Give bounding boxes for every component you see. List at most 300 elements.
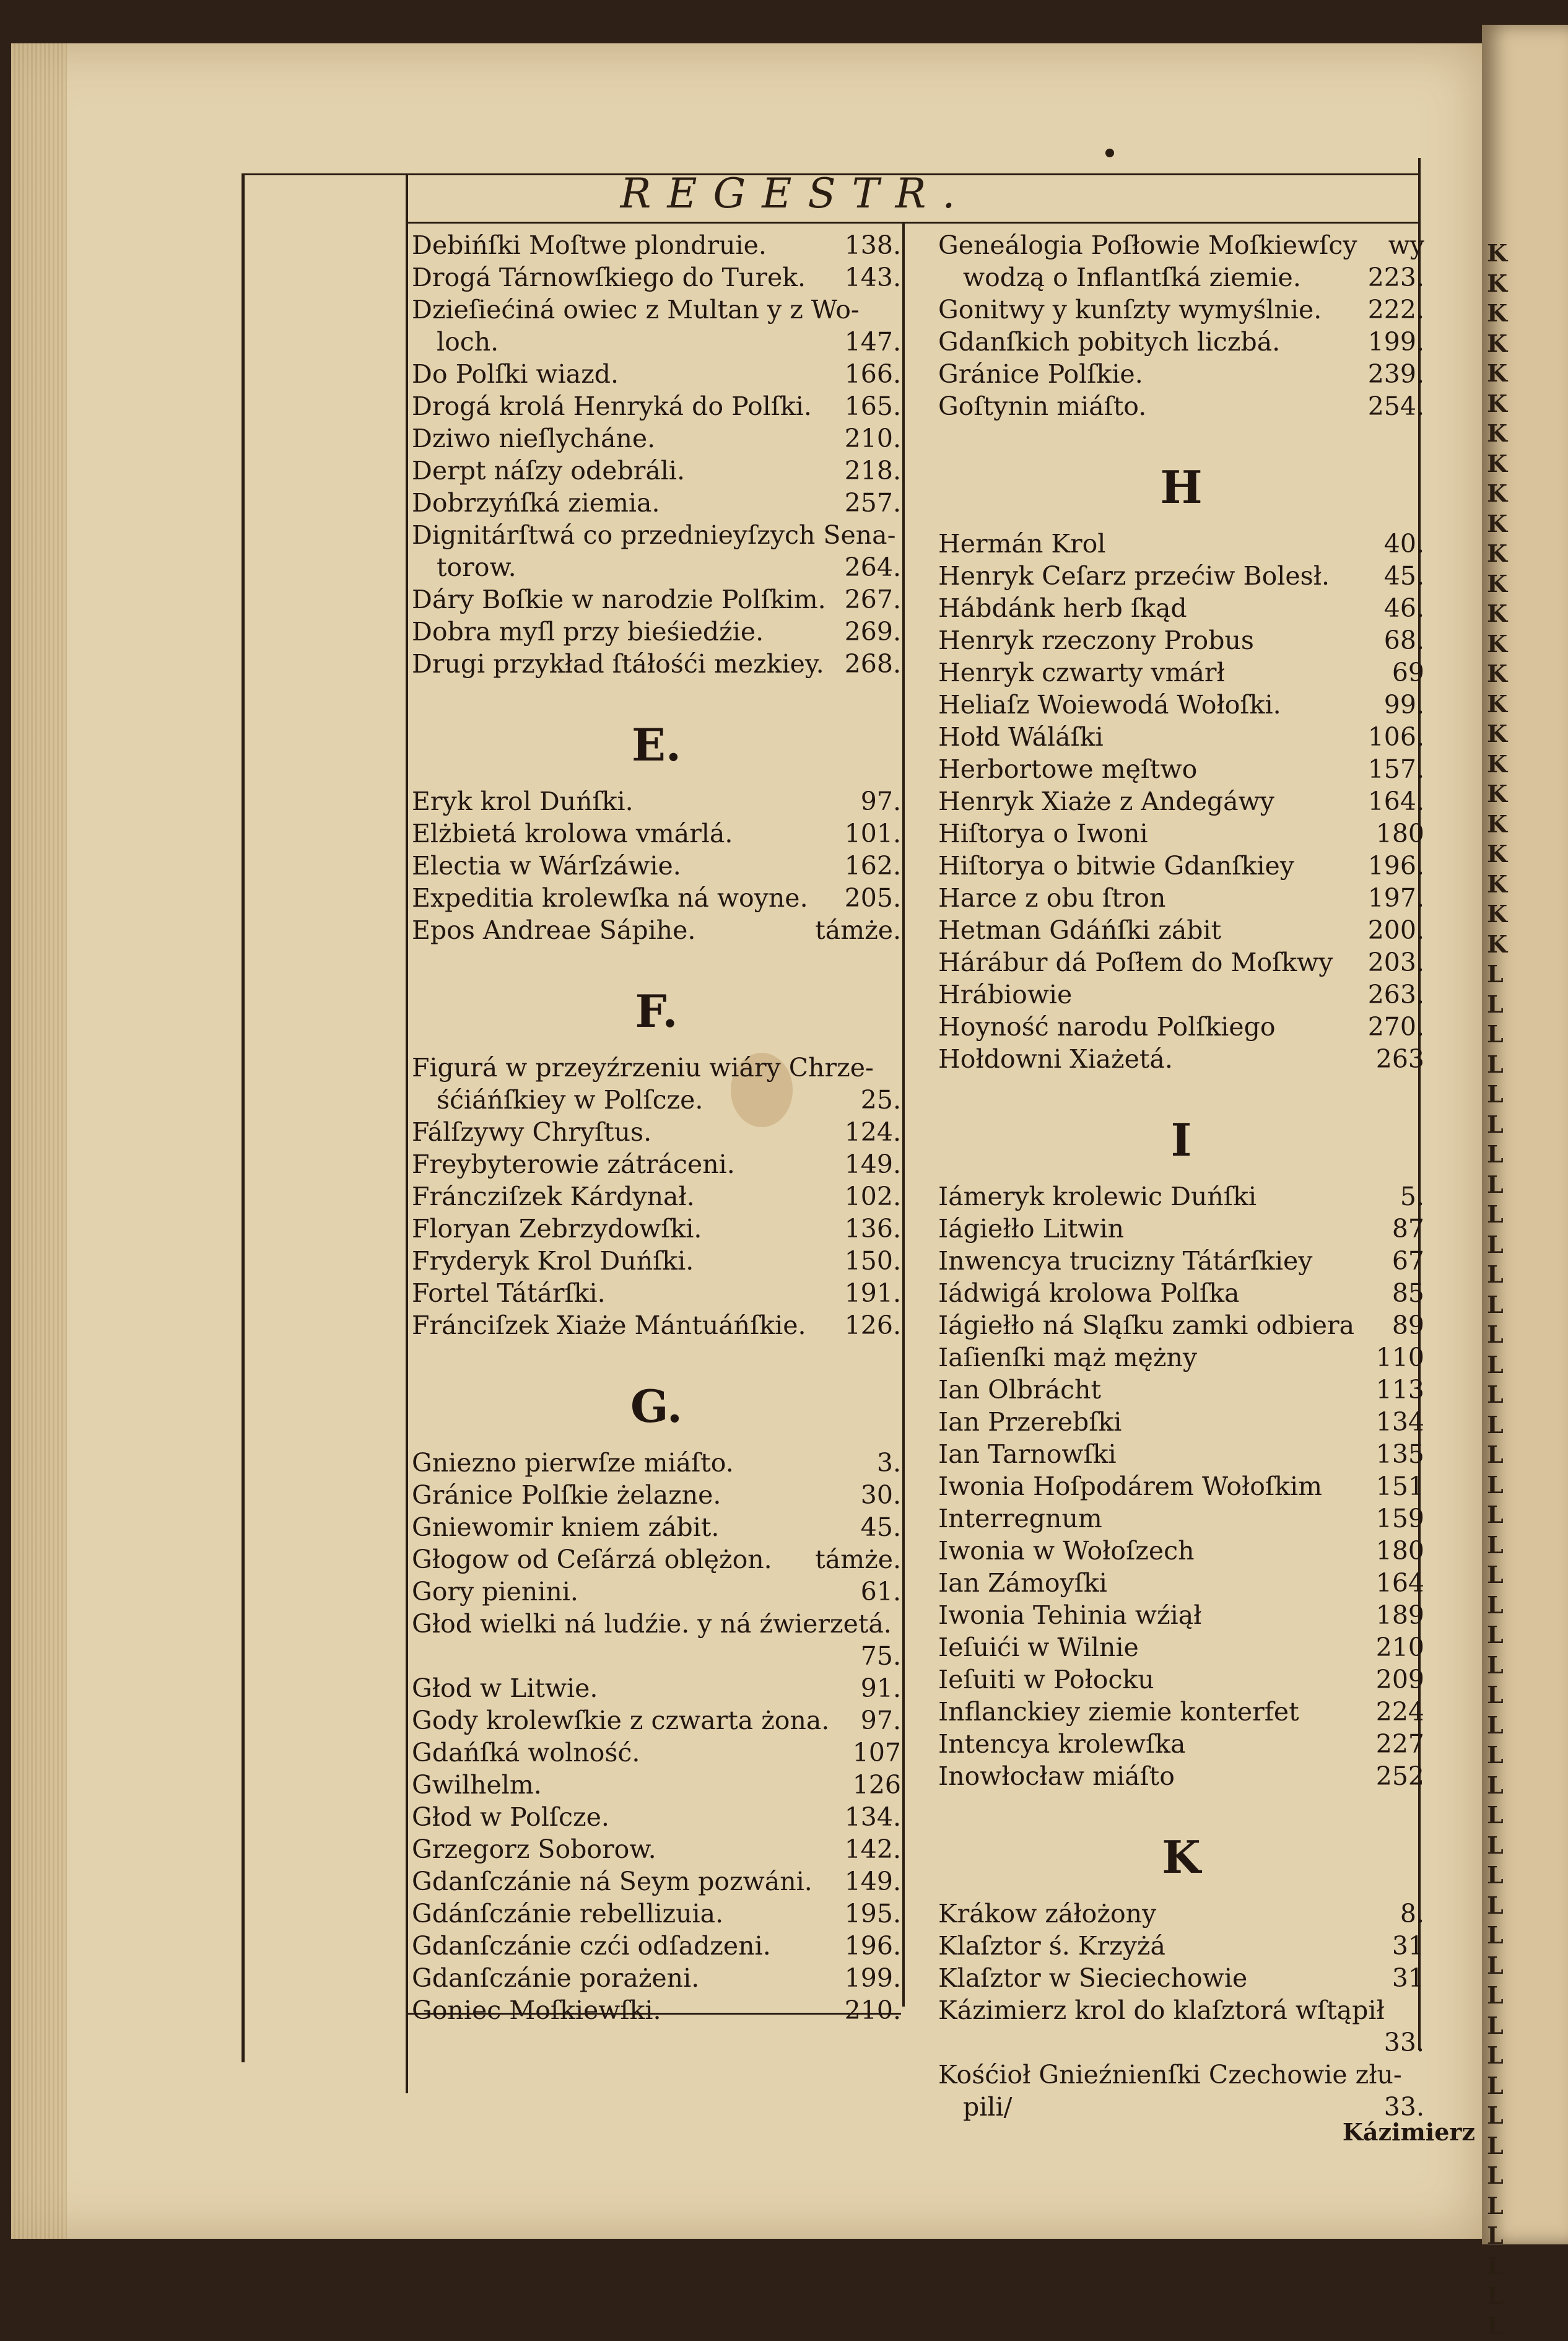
entry-title: Gwilhelm. (412, 1769, 542, 1801)
header-bottom-rule (406, 222, 1418, 224)
margin-letter: L (1482, 1079, 1568, 1110)
entry-page-number: 164. (1368, 785, 1424, 817)
entry-title: Gniewomir kniem zábit. (412, 1511, 719, 1543)
margin-letter: K (1482, 809, 1568, 840)
index-entry (412, 1576, 901, 1608)
index-entry (938, 390, 1424, 422)
margin-letter: L (1482, 1140, 1568, 1170)
entry-title: Drogá krolá Henryká do Polſki. (412, 390, 812, 422)
margin-letter: L (1482, 1230, 1568, 1260)
margin-letter: L (1482, 1320, 1568, 1350)
entry-page-number: 134. (845, 1801, 901, 1833)
next-page-margin-letters (1482, 25, 1568, 2341)
entry-title: Derpt náſzy odebráli. (412, 455, 685, 487)
index-entry (412, 785, 901, 817)
entry-title: Fráncziſzek Kárdynał. (412, 1180, 695, 1213)
entry-title: Harce z obu ſtron (938, 882, 1165, 914)
margin-letter: K (1482, 269, 1568, 299)
index-entry (938, 294, 1424, 326)
entry-title: Hiſtorya o Iwoni (938, 817, 1148, 850)
section-letter-heading: F. (412, 971, 901, 1052)
index-entry (938, 1341, 1424, 1374)
index-entry (938, 689, 1424, 721)
entry-title: Do Polſki wiazd. (412, 358, 619, 390)
margin-letter: K (1482, 509, 1568, 539)
index-entry (412, 1833, 901, 1865)
entry-title: Fryderyk Krol Duńſki. (412, 1245, 694, 1277)
entry-title: Gránice Polſkie żelazne. (412, 1479, 721, 1511)
index-entry (412, 1309, 901, 1341)
entry-title: Dobrzyńſká ziemia. (412, 487, 660, 519)
entry-page-number: 203. (1368, 946, 1424, 979)
entry-page-number: 257. (845, 487, 901, 519)
entry-title: Głod w Polſcze. (412, 1801, 609, 1833)
entry-title: Gory pienini. (412, 1576, 578, 1608)
entry-title: torow. (437, 551, 516, 583)
entry-title: Fálſzywy Chryſtus. (412, 1116, 651, 1148)
entry-page-number: 8. (1400, 1898, 1424, 1930)
entry-title: Klaſztor ś. Krzyżá (938, 1930, 1165, 1962)
entry-title: Inflanckiey ziemie konterfet (938, 1696, 1299, 1728)
index-entry (412, 1704, 901, 1737)
entry-page-number: 166. (845, 358, 901, 390)
margin-letter: L (1482, 2071, 1568, 2101)
entry-title: Floryan Zebrzydowſki. (412, 1213, 702, 1245)
margin-letter: L (1482, 1350, 1568, 1380)
margin-letter: K (1482, 870, 1568, 900)
margin-letter: K (1482, 238, 1568, 269)
entry-page-number: 106. (1368, 721, 1424, 753)
index-entry (938, 1406, 1424, 1438)
entry-page-number: 147. (845, 326, 901, 358)
margin-letter: L (1482, 1019, 1568, 1050)
margin-letter: K (1482, 569, 1568, 599)
index-entry (412, 1737, 901, 1769)
index-entry (938, 946, 1424, 979)
entry-page-number: 91. (861, 1672, 901, 1704)
margin-letter: L (1482, 1680, 1568, 1711)
entry-title: Hoyność narodu Polſkiego (938, 1011, 1276, 1043)
entry-title: Hermán Krol (938, 528, 1105, 560)
index-right-column (938, 229, 1424, 2123)
entry-page-number: 151 (1376, 1470, 1424, 1502)
column-divider-rule (902, 223, 905, 2007)
entry-title: Figurá w przeyźrzeniu wiáry Chrze- (412, 1052, 874, 1084)
index-entry (938, 528, 1424, 560)
entry-page-number: 135 (1376, 1438, 1424, 1470)
index-entry (412, 1511, 901, 1543)
index-entry (938, 817, 1424, 850)
index-entry (938, 882, 1424, 914)
entry-title: Inwencya trucizny Tátárſkiey (938, 1245, 1312, 1277)
margin-letter: L (1482, 990, 1568, 1020)
entry-page-number: 227 (1376, 1728, 1424, 1760)
entry-page-number: 267. (845, 583, 901, 616)
entry-page-number: 252 (1376, 1760, 1424, 1792)
entry-title: Iwonia Hoſpodárem Wołoſkim (938, 1470, 1322, 1502)
margin-letter: K (1482, 629, 1568, 660)
margin-letter: L (1482, 1200, 1568, 1230)
entry-page-number: 218. (845, 455, 901, 487)
entry-title: Dzieſiećiná owiec z Multan y z Wo- (412, 294, 860, 326)
entry-page-number: 164 (1376, 1567, 1424, 1599)
entry-page-number: 33. (1384, 2091, 1424, 2123)
section-letter-heading: K (938, 1817, 1424, 1898)
entry-title: Freybyterowie zátráceni. (412, 1148, 735, 1180)
index-entry (412, 1180, 901, 1213)
entry-page-number: 191. (845, 1277, 901, 1309)
entry-page-number: 199. (845, 1962, 901, 1994)
index-entry (938, 656, 1424, 689)
index-entry (938, 1728, 1424, 1760)
entry-page-number: 31 (1392, 1962, 1424, 1994)
frame-inner-left-rule (406, 173, 408, 2093)
margin-letter: L (1482, 1380, 1568, 1410)
margin-letter: L (1482, 1771, 1568, 1801)
margin-letter: K (1482, 689, 1568, 720)
entry-title: Klaſztor w Sieciechowie (938, 1962, 1247, 1994)
index-entry (938, 1309, 1424, 1341)
entry-page-number: támże. (815, 914, 901, 946)
entry-title: Drogá Tárnowſkiego do Turek. (412, 261, 806, 294)
index-entry (938, 592, 1424, 624)
entry-title: Gdanſczánie ná Seym pozwáni. (412, 1865, 812, 1898)
entry-page-number: 269. (845, 616, 901, 648)
entry-page-number: 33. (1384, 2026, 1424, 2059)
index-entry (938, 1438, 1424, 1470)
index-entry (412, 1640, 901, 1672)
margin-letter: K (1482, 749, 1568, 780)
margin-letter: L (1482, 1470, 1568, 1501)
entry-page-number: 209 (1376, 1663, 1424, 1696)
entry-page-number: 149. (845, 1865, 901, 1898)
entry-page-number: 263 (1376, 1043, 1424, 1075)
page-edges (11, 43, 67, 2239)
entry-page-number: 46. (1384, 592, 1424, 624)
margin-letter: L (1482, 1951, 1568, 1981)
entry-page-number: 61. (861, 1576, 901, 1608)
margin-letter: L (1482, 1050, 1568, 1080)
entry-page-number: 101. (845, 817, 901, 850)
index-entry (412, 1084, 901, 1116)
margin-letter: L (1482, 2041, 1568, 2071)
margin-letter: L (1482, 2101, 1568, 2131)
entry-page-number: 25. (861, 1084, 901, 1116)
margin-letter: K (1482, 449, 1568, 479)
entry-title: Debińſki Moſtwe plondruie. (412, 229, 767, 261)
entry-page-number: 99. (1384, 689, 1424, 721)
section-letter-heading: H (938, 447, 1424, 528)
entry-page-number: 30. (861, 1479, 901, 1511)
index-entry (412, 1543, 901, 1576)
entry-page-number: 157. (1368, 753, 1424, 785)
entry-page-number: 102. (845, 1180, 901, 1213)
entry-title: Electia w Wárſzáwie. (412, 850, 681, 882)
entry-title: Dignitárſtwá co przednieyſzych Sena- (412, 519, 895, 551)
index-entry (938, 2026, 1424, 2059)
entry-title: Fránciſzek Xiaże Mántuáńſkie. (412, 1309, 806, 1341)
index-entry (938, 1663, 1424, 1696)
entry-page-number: 149. (845, 1148, 901, 1180)
index-entry (412, 326, 901, 358)
entry-title: Goniec Moſkiewſki. (412, 1994, 661, 2026)
entry-title: Gonitwy y kunſzty wymyślnie. (938, 294, 1322, 326)
entry-page-number: 162. (845, 850, 901, 882)
entry-page-number: 97. (861, 785, 901, 817)
index-entry (412, 1930, 901, 1962)
entry-title: Grzegorz Soborow. (412, 1833, 656, 1865)
index-entry (938, 1374, 1424, 1406)
index-entry (938, 721, 1424, 753)
entry-page-number: 68. (1384, 624, 1424, 656)
index-entry (938, 785, 1424, 817)
margin-letter: K (1482, 299, 1568, 329)
entry-page-number: 222. (1368, 294, 1424, 326)
entry-title: Fortel Tátárſki. (412, 1277, 606, 1309)
entry-title: Iágiełło Litwin (938, 1213, 1124, 1245)
entry-title: Expeditia krolewſka ná woyne. (412, 882, 808, 914)
entry-page-number: 199. (1368, 326, 1424, 358)
entry-title: Iámeryk krolewic Duńſki (938, 1180, 1257, 1213)
margin-letter: L (1482, 2221, 1568, 2251)
index-entry (412, 229, 901, 261)
margin-letter: K (1482, 719, 1568, 749)
entry-title: Hetman Gdáńſki zábit (938, 914, 1221, 946)
entry-page-number: 196. (1368, 850, 1424, 882)
index-entry (938, 358, 1424, 390)
entry-title: Hrábiowie (938, 979, 1072, 1011)
index-entry (412, 487, 901, 519)
entry-title: Henryk rzeczony Probus (938, 624, 1254, 656)
entry-title: Eryk krol Duńſki. (412, 785, 634, 817)
margin-letter: K (1482, 479, 1568, 509)
entry-page-number: 107 (853, 1737, 901, 1769)
entry-title: Iwonia Tehinia wźiął (938, 1599, 1201, 1631)
entry-page-number: 124. (845, 1116, 901, 1148)
margin-letter: L (1482, 1981, 1568, 2011)
section-letter-heading: E. (412, 705, 901, 785)
index-entry (938, 1930, 1424, 1962)
entry-page-number: 138. (845, 229, 901, 261)
entry-page-number: 210. (845, 1994, 901, 2026)
entry-title: Geneálogia Poſłowie Moſkiewſcy (938, 229, 1357, 261)
index-entry (938, 753, 1424, 785)
entry-title: Iágiełło ná Sląſku zamki odbiera (938, 1309, 1354, 1341)
margin-letter: K (1482, 659, 1568, 689)
entry-title: Ieſuiti w Połocku (938, 1663, 1154, 1696)
section-spacer (412, 680, 901, 705)
entry-title: Hołdowni Xiażetá. (938, 1043, 1173, 1075)
margin-letter: K (1482, 899, 1568, 930)
entry-page-number: 67 (1392, 1245, 1424, 1277)
margin-letter: L (1482, 1860, 1568, 1891)
index-entry (412, 1213, 901, 1245)
margin-letter: L (1482, 1740, 1568, 1771)
margin-letter: L (1482, 1800, 1568, 1831)
entry-page-number: 110 (1376, 1341, 1424, 1374)
entry-title: Dobra myſl przy bieśiedźie. (412, 616, 764, 648)
entry-title: Dziwo nieſlycháne. (412, 422, 655, 455)
index-entry (412, 1769, 901, 1801)
index-left-column (412, 229, 901, 2026)
margin-letter: K (1482, 930, 1568, 960)
entry-title: Kázimierz krol do klaſztorá wſtąpił (938, 1994, 1385, 2026)
entry-title: pili/ (963, 2091, 1012, 2123)
index-entry (938, 1760, 1424, 1792)
index-entry (412, 1479, 901, 1511)
index-entry (412, 914, 901, 946)
margin-letter: L (1482, 1711, 1568, 1741)
margin-letter: L (1482, 1260, 1568, 1290)
index-entry (412, 1898, 901, 1930)
index-entry (412, 455, 901, 487)
entry-title: Głod wielki ná ludźie. y ná źwierzetá. (412, 1608, 892, 1640)
entry-title: Gránice Polſkie. (938, 358, 1143, 390)
entry-title: Gdanſczánie porażeni. (412, 1962, 699, 1994)
index-entry (938, 1898, 1424, 1930)
entry-page-number: 224 (1376, 1696, 1424, 1728)
entry-page-number: 263. (1368, 979, 1424, 1011)
entry-title: Gniezno pierwſze miáſto. (412, 1447, 734, 1479)
index-entry (938, 326, 1424, 358)
index-entry (938, 1994, 1424, 2026)
index-entry (412, 1994, 901, 2026)
index-entry (938, 1631, 1424, 1663)
section-spacer (938, 1075, 1424, 1100)
index-entry (938, 1011, 1424, 1043)
index-entry (412, 1608, 901, 1640)
index-entry (938, 2059, 1424, 2091)
margin-letter: L (1482, 2191, 1568, 2221)
index-entry (412, 1865, 901, 1898)
entry-title: Gdanſczánie czći odſadzeni. (412, 1930, 771, 1962)
index-entry (938, 229, 1424, 261)
entry-page-number: 195. (845, 1898, 901, 1930)
entry-page-number: 3. (877, 1447, 901, 1479)
entry-title: Elżbietá krolowa vmárlá. (412, 817, 733, 850)
index-entry (412, 1052, 901, 1084)
entry-page-number: 205. (845, 882, 901, 914)
entry-title: Krákow záłożony (938, 1898, 1156, 1930)
margin-letter: L (1482, 1560, 1568, 1590)
index-entry (412, 1962, 901, 1994)
margin-letter: L (1482, 1440, 1568, 1470)
entry-page-number: wy (1388, 229, 1424, 261)
margin-letter: L (1482, 1920, 1568, 1951)
index-entry (412, 817, 901, 850)
entry-title: Głod w Litwie. (412, 1672, 598, 1704)
margin-letter: L (1482, 1530, 1568, 1561)
index-entry (938, 1599, 1424, 1631)
entry-page-number: 40. (1384, 528, 1424, 560)
entry-title: Iádwigá krolowa Polſka (938, 1277, 1240, 1309)
entry-page-number: 150. (845, 1245, 901, 1277)
entry-page-number: 75. (861, 1640, 901, 1672)
index-entry (938, 979, 1424, 1011)
index-entry (938, 560, 1424, 592)
entry-page-number: 210. (845, 422, 901, 455)
margin-letter: L (1482, 1410, 1568, 1441)
margin-letter: L (1482, 959, 1568, 990)
index-entry (412, 1447, 901, 1479)
entry-title: Epos Andreae Sápihe. (412, 914, 695, 946)
frame-left-rule (242, 173, 245, 2062)
entry-title: Henryk czwarty vmárł (938, 656, 1225, 689)
section-letter-heading: G. (412, 1366, 901, 1447)
entry-page-number: 239. (1368, 358, 1424, 390)
entry-page-number: 143. (845, 261, 901, 294)
entry-title: wodzą o Inflantſká ziemie. (963, 261, 1301, 294)
entry-page-number: 189 (1376, 1599, 1424, 1631)
margin-letter: L (1482, 1290, 1568, 1320)
index-entry (938, 1245, 1424, 1277)
entry-page-number: 223. (1368, 261, 1424, 294)
entry-title: Hołd Wáláſki (938, 721, 1104, 753)
entry-page-number: 89 (1392, 1309, 1424, 1341)
index-entry (938, 1696, 1424, 1728)
entry-page-number: 126. (845, 1309, 901, 1341)
entry-title: Goſtynin miáſto. (938, 390, 1146, 422)
index-entry (412, 1672, 901, 1704)
index-entry (938, 850, 1424, 882)
index-entry (412, 616, 901, 648)
index-entry (938, 1470, 1424, 1502)
entry-page-number: 31 (1392, 1930, 1424, 1962)
entry-title: śćiáńſkiey w Polſcze. (437, 1084, 703, 1116)
entry-title: Ieſuići w Wilnie (938, 1631, 1139, 1663)
entry-title: Interregnum (938, 1502, 1102, 1535)
entry-page-number: támże. (815, 1543, 901, 1576)
entry-page-number: 45. (1384, 560, 1424, 592)
entry-page-number: 126 (853, 1769, 901, 1801)
index-entry (412, 422, 901, 455)
entry-page-number: 197. (1368, 882, 1424, 914)
index-entry (412, 1277, 901, 1309)
index-entry (412, 551, 901, 583)
margin-letter: L (1482, 2131, 1568, 2161)
index-entry (412, 294, 901, 326)
index-entry (938, 1502, 1424, 1535)
index-entry (412, 519, 901, 551)
margin-letter: K (1482, 389, 1568, 419)
entry-page-number: 5. (1400, 1180, 1424, 1213)
index-entry (938, 1567, 1424, 1599)
margin-letter: L (1482, 2161, 1568, 2191)
entry-page-number: 134 (1376, 1406, 1424, 1438)
entry-title: Henryk Xiaże z Andegáwy (938, 785, 1274, 817)
entry-title: Drugi przykład ſtáłośći mezkiey. (412, 648, 824, 680)
entry-page-number: 200. (1368, 914, 1424, 946)
entry-page-number: 136. (845, 1213, 901, 1245)
index-entry (412, 1801, 901, 1833)
entry-title: Iwonia w Wołoſzech (938, 1535, 1195, 1567)
section-spacer (412, 1341, 901, 1366)
entry-page-number: 97. (861, 1704, 901, 1737)
entry-title: Gdanſkich pobitych liczbá. (938, 326, 1280, 358)
entry-page-number: 69 (1392, 656, 1424, 689)
section-spacer (938, 422, 1424, 447)
margin-letter: L (1482, 1831, 1568, 1861)
entry-title: Heliaſz Woiewodá Wołoſki. (938, 689, 1281, 721)
margin-letter: L (1482, 1110, 1568, 1140)
entry-title: Intencya krolewſka (938, 1728, 1185, 1760)
margin-letter: L (1482, 2251, 1568, 2282)
margin-letter: K (1482, 599, 1568, 629)
entry-title: Głogow od Ceſárzá oblężon. (412, 1543, 772, 1576)
index-entry (938, 1180, 1424, 1213)
entry-title: Henryk Ceſarz przećiw Bolesł. (938, 560, 1330, 592)
margin-letter: K (1482, 329, 1568, 359)
